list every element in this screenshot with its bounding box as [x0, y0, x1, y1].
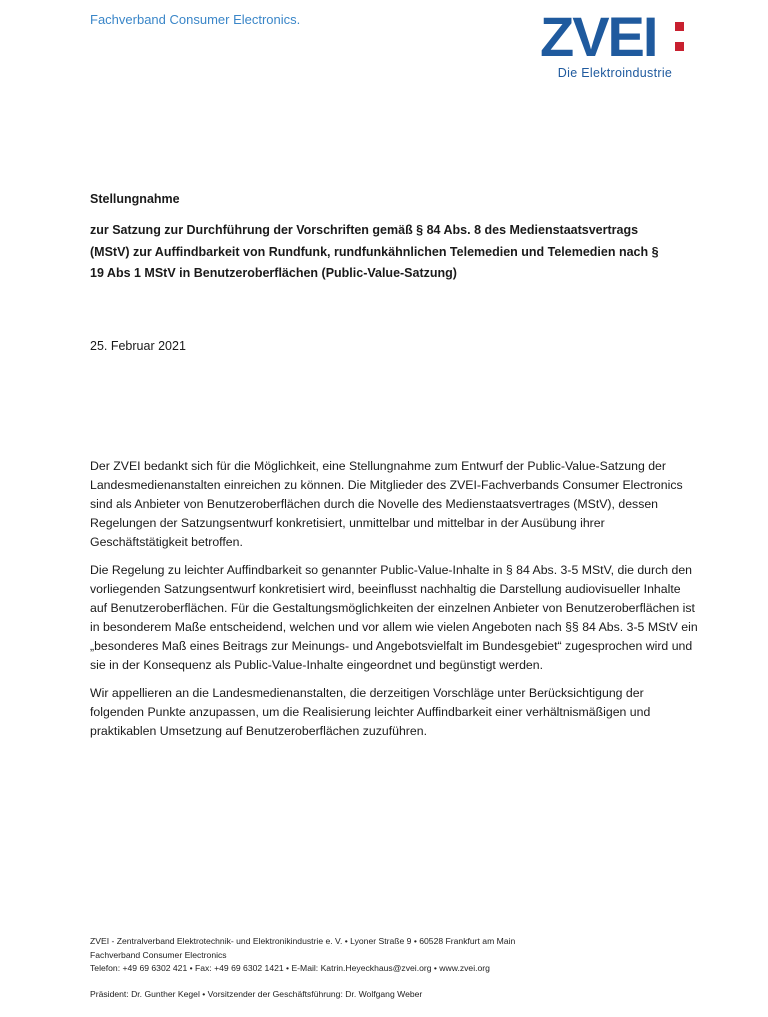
- svg-text:ZVEI: ZVEI: [540, 8, 657, 66]
- header-organization-name: Fachverband Consumer Electronics.: [90, 12, 301, 27]
- page-footer: [90, 935, 670, 1001]
- document-subtitle: zur Satzung zur Durchführung der Vorschriften gemäß § 84 Abs. 8 des Medienstaatsvertrags (MStV) zur Auffindbarkeit von Rundfunk, rundfunkähnlichen Telemedien und Telemedien nach § 19 Abs 1 MStV in Benutzeroberflächen (Public-Value-Satzung): [90, 223, 659, 280]
- footer-department: Fachverband Consumer Electronics: [90, 949, 227, 960]
- body-paragraph: Der ZVEI bedankt sich für die Möglichkeit, eine Stellungnahme zum Entwurf der Public-Value-Satzung der Landesmedienanstalten einreichen zu können. Die Mitglieder des ZVEI-Fachverbands Consumer Electronics sind als Anbieter von Benutzeroberflächen durch die Novelle des Medienstaatsvertrages (MStV), dessen Regelungen der Satzungsentwurf konkretisiert, unmittelbar und mittelbar in der Ausübung ihrer Geschäftstätigkeit betroffen.: [90, 459, 683, 549]
- zvei-logo: [538, 8, 698, 84]
- document-body: [90, 457, 700, 750]
- document-date: 25. Februar 2021: [90, 339, 186, 353]
- footer-address: ZVEI - Zentralverband Elektrotechnik- und Elektronikindustrie e. V. • Lyoner Straße 9 • 60528 Frankfurt am Main: [90, 936, 516, 946]
- footer-management: Präsident: Dr. Gunther Kegel • Vorsitzender der Geschäftsführung: Dr. Wolfgang Weber: [90, 988, 423, 999]
- footer-contact: Telefon: +49 69 6302 421 • Fax: +49 69 6302 1421 • E-Mail: Katrin.Heyeckhaus@zvei.org • www.zvei.org: [90, 963, 490, 973]
- logo-tagline: Die Elektroindustrie: [557, 66, 673, 80]
- body-paragraph: Wir appellieren an die Landesmedienanstalten, die derzeitigen Vorschläge unter Berücksichtigung der folgenden Punkte anzupassen, um die Realisierung leichter Auffindbarkeit einer verhältnismäßigen und praktikablen Umsetzung auf Benutzeroberflächen zuzuführen.: [90, 686, 651, 738]
- body-paragraph: Die Regelung zu leichter Auffindbarkeit so genannter Public-Value-Inhalte in § 84 Abs. 3-5 MStV, die durch den vorliegenden Satzungsentwurf konkretisiert wird, beeinflusst nachhaltig die Darstellung audiovisueller Inhalte auf Benutzeroberflächen. Für die Gestaltungsmöglichkeiten der einzelnen Anbieter von Benutzeroberflächen ist in besonderem Maße entscheidend, welchen und vor allem wie vielen Angeboten nach §§ 84 Abs. 3-5 MStV ein „besonderes Maß eines Beitrags zur Meinungs- und Angebotsvielfalt im Bundesgebiet“ zugesprochen wird und sie in der Konsequenz als Public-Value-Inhalte eingeordnet und begünstigt werden.: [90, 563, 698, 672]
- document-title: Stellungnahme: [90, 192, 180, 206]
